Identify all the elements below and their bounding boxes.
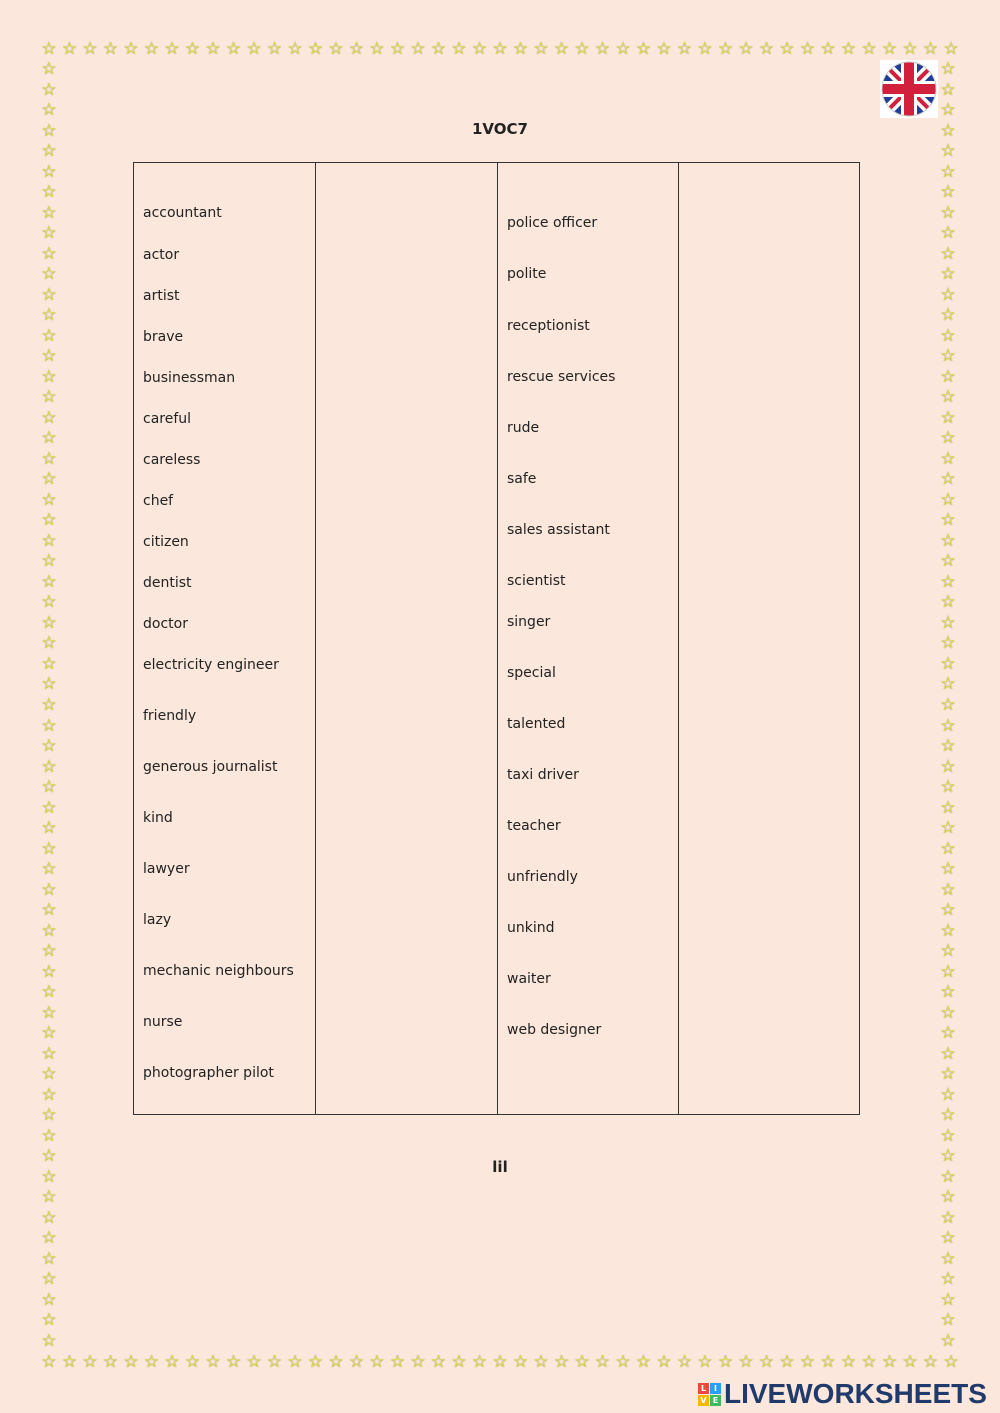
star-icon: ☆ [635,40,652,59]
star-icon: ☆ [738,40,754,59]
vocabulary-word: safe [507,471,537,487]
star-icon: ☆ [940,756,956,777]
star-icon: ☆ [41,777,57,798]
star-icon: ☆ [225,40,242,59]
star-icon: ☆ [410,40,426,59]
star-icon: ☆ [389,1353,406,1372]
footer-text: lil [492,1158,508,1176]
star-icon: ☆ [164,1353,180,1372]
vocabulary-word: doctor [143,616,188,632]
star-icon: ☆ [940,346,956,367]
star-icon: ☆ [41,1146,57,1167]
star-border-top [40,40,960,60]
star-icon: ☆ [940,1064,956,1085]
star-icon: ☆ [574,1353,590,1372]
star-icon: ☆ [940,920,956,941]
vocabulary-column-1 [134,163,315,1114]
star-icon: ☆ [738,1353,754,1372]
star-icon: ☆ [41,633,57,654]
star-icon: ☆ [41,1228,57,1249]
star-icon: ☆ [940,1166,956,1187]
star-icon: ☆ [41,60,57,79]
star-icon: ☆ [143,1353,160,1372]
star-icon: ☆ [779,40,795,59]
star-icon: ☆ [41,715,57,736]
star-icon: ☆ [940,202,956,223]
star-icon: ☆ [940,79,956,100]
star-icon: ☆ [820,1353,836,1372]
vocabulary-word: electricity engineer [143,657,279,673]
star-icon: ☆ [940,141,956,162]
star-icon: ☆ [940,1146,956,1167]
star-icon: ☆ [656,1353,672,1372]
star-icon: ☆ [940,1248,956,1269]
star-icon: ☆ [940,1084,956,1105]
star-icon: ☆ [940,60,956,79]
star-icon: ☆ [492,40,508,59]
vocabulary-word: lazy [143,912,172,928]
star-icon: ☆ [164,40,180,59]
star-icon: ☆ [940,407,956,428]
star-icon: ☆ [41,879,57,900]
star-icon: ☆ [41,1353,57,1372]
star-icon: ☆ [41,756,57,777]
star-icon: ☆ [41,1310,57,1331]
vocabulary-word: talented [507,716,566,732]
star-icon: ☆ [348,40,365,59]
star-icon: ☆ [41,900,57,921]
star-icon: ☆ [840,1353,857,1372]
star-icon: ☆ [840,40,857,59]
star-icon: ☆ [369,40,385,59]
star-icon: ☆ [41,1330,57,1350]
star-icon: ☆ [41,223,57,244]
star-icon: ☆ [656,40,672,59]
star-icon: ☆ [184,1353,201,1372]
answer-column-1 [315,163,497,1114]
star-icon: ☆ [82,1353,98,1372]
vocabulary-column-2 [497,163,678,1114]
star-icon: ☆ [940,777,956,798]
star-icon: ☆ [940,469,956,490]
vocabulary-word: rescue services [507,369,616,385]
star-icon: ☆ [246,1353,262,1372]
star-icon: ☆ [940,592,956,613]
star-icon: ☆ [940,900,956,921]
vocabulary-word: citizen [143,534,189,550]
star-icon: ☆ [512,40,529,59]
vocabulary-word: receptionist [507,318,590,334]
star-icon: ☆ [287,1353,303,1372]
star-icon: ☆ [940,448,956,469]
star-icon: ☆ [41,100,57,121]
star-icon: ☆ [41,592,57,613]
star-icon: ☆ [940,838,956,859]
star-icon: ☆ [41,387,57,408]
star-icon: ☆ [940,1207,956,1228]
star-icon: ☆ [940,243,956,264]
star-icon: ☆ [41,941,57,962]
star-icon: ☆ [553,40,570,59]
star-icon: ☆ [102,1353,119,1372]
star-icon: ☆ [881,1353,898,1372]
logo-mark-icon [698,1383,721,1406]
star-icon: ☆ [902,40,918,59]
vocabulary-word: actor [143,247,180,263]
star-icon: ☆ [940,1187,956,1208]
star-icon: ☆ [922,40,939,59]
star-icon: ☆ [266,40,283,59]
star-icon: ☆ [574,40,590,59]
star-icon: ☆ [758,1353,775,1372]
star-icon: ☆ [676,40,693,59]
vocabulary-word: mechanic neighbours [143,963,294,979]
star-icon: ☆ [861,40,877,59]
star-icon: ☆ [940,1269,956,1290]
star-icon: ☆ [41,305,57,326]
star-icon: ☆ [61,40,78,59]
star-icon: ☆ [287,40,303,59]
star-icon: ☆ [41,141,57,162]
star-icon: ☆ [940,428,956,449]
star-icon: ☆ [307,40,324,59]
vocabulary-table [133,162,860,1115]
star-icon: ☆ [205,40,221,59]
star-icon: ☆ [940,961,956,982]
star-icon: ☆ [41,243,57,264]
star-icon: ☆ [41,284,57,305]
star-icon: ☆ [940,387,956,408]
star-icon: ☆ [940,366,956,387]
star-icon: ☆ [41,859,57,880]
logo-mark-letter: I [710,1383,721,1394]
star-icon: ☆ [41,961,57,982]
answer-column-2 [678,163,859,1114]
vocabulary-word: photographer pilot [143,1065,274,1081]
star-icon: ☆ [940,1289,956,1310]
star-icon: ☆ [940,551,956,572]
star-icon: ☆ [41,1125,57,1146]
star-border-right [939,60,959,1350]
star-icon: ☆ [940,284,956,305]
star-icon: ☆ [471,40,488,59]
vocabulary-word: waiter [507,971,551,987]
vocabulary-word: singer [507,614,551,630]
star-icon: ☆ [82,40,98,59]
star-icon: ☆ [41,694,57,715]
star-icon: ☆ [41,1105,57,1126]
star-icon: ☆ [41,736,57,757]
star-icon: ☆ [389,40,406,59]
star-icon: ☆ [940,100,956,121]
star-icon: ☆ [41,797,57,818]
vocabulary-word: dentist [143,575,192,591]
star-icon: ☆ [41,982,57,1003]
star-icon: ☆ [697,40,713,59]
star-icon: ☆ [594,1353,611,1372]
star-icon: ☆ [799,40,816,59]
star-icon: ☆ [205,1353,221,1372]
star-icon: ☆ [123,1353,139,1372]
star-icon: ☆ [328,1353,344,1372]
vocabulary-word: careless [143,452,201,468]
vocabulary-word: taxi driver [507,767,579,783]
star-icon: ☆ [940,530,956,551]
star-icon: ☆ [41,448,57,469]
star-icon: ☆ [41,407,57,428]
star-icon: ☆ [41,1269,57,1290]
star-icon: ☆ [940,223,956,244]
star-icon: ☆ [940,1125,956,1146]
vocabulary-word: web designer [507,1022,602,1038]
vocabulary-word: brave [143,329,184,345]
star-icon: ☆ [102,40,119,59]
star-icon: ☆ [940,941,956,962]
vocabulary-word: businessman [143,370,236,386]
star-icon: ☆ [451,1353,467,1372]
logo-text: LIVEWORKSHEETS [724,1378,987,1409]
star-icon: ☆ [615,1353,631,1372]
star-icon: ☆ [41,1248,57,1269]
star-icon: ☆ [41,346,57,367]
star-icon: ☆ [41,325,57,346]
star-icon: ☆ [246,40,262,59]
vocabulary-word: sales assistant [507,522,610,538]
star-icon: ☆ [902,1353,918,1372]
star-icon: ☆ [41,551,57,572]
star-icon: ☆ [41,571,57,592]
star-icon: ☆ [430,1353,447,1372]
star-icon: ☆ [410,1353,426,1372]
vocabulary-word: nurse [143,1014,183,1030]
star-icon: ☆ [940,879,956,900]
star-icon: ☆ [594,40,611,59]
star-icon: ☆ [41,489,57,510]
star-icon: ☆ [41,1166,57,1187]
star-icon: ☆ [143,40,160,59]
star-icon: ☆ [676,1353,693,1372]
vocabulary-word: accountant [143,205,222,221]
uk-flag-icon [880,60,938,118]
star-icon: ☆ [820,40,836,59]
star-icon: ☆ [940,859,956,880]
star-icon: ☆ [940,674,956,695]
vocabulary-word: scientist [507,573,566,589]
star-icon: ☆ [41,818,57,839]
star-icon: ☆ [41,428,57,449]
star-icon: ☆ [369,1353,385,1372]
star-border-bottom [40,1353,960,1373]
star-icon: ☆ [41,1002,57,1023]
star-icon: ☆ [41,182,57,203]
star-icon: ☆ [717,40,734,59]
star-icon: ☆ [41,469,57,490]
star-icon: ☆ [922,1353,939,1372]
star-icon: ☆ [940,1228,956,1249]
logo-mark-letter: V [698,1395,709,1406]
vocabulary-word: friendly [143,708,197,724]
vocabulary-word: police officer [507,215,598,231]
star-icon: ☆ [940,1105,956,1126]
star-icon: ☆ [940,182,956,203]
star-icon: ☆ [943,1353,959,1372]
star-icon: ☆ [41,202,57,223]
star-icon: ☆ [940,489,956,510]
star-icon: ☆ [940,818,956,839]
star-icon: ☆ [940,264,956,285]
star-icon: ☆ [41,1187,57,1208]
star-icon: ☆ [266,1353,283,1372]
star-border-left [40,60,60,1350]
star-icon: ☆ [940,325,956,346]
star-icon: ☆ [184,40,201,59]
logo-mark-letter: E [710,1395,721,1406]
vocabulary-word: teacher [507,818,561,834]
star-icon: ☆ [123,40,139,59]
star-icon: ☆ [940,1330,956,1350]
vocabulary-word: lawyer [143,861,190,877]
star-icon: ☆ [940,161,956,182]
star-icon: ☆ [512,1353,529,1372]
page-title: 1VOC7 [472,120,528,138]
vocabulary-word: generous journalist [143,759,278,775]
star-icon: ☆ [533,1353,549,1372]
star-icon: ☆ [940,1310,956,1331]
star-icon: ☆ [41,612,57,633]
star-icon: ☆ [940,1023,956,1044]
star-icon: ☆ [635,1353,652,1372]
star-icon: ☆ [861,1353,877,1372]
star-icon: ☆ [940,510,956,531]
star-icon: ☆ [779,1353,795,1372]
star-icon: ☆ [430,40,447,59]
star-icon: ☆ [943,40,959,59]
star-icon: ☆ [717,1353,734,1372]
star-icon: ☆ [348,1353,365,1372]
liveworksheets-logo [698,1378,987,1410]
star-icon: ☆ [940,736,956,757]
star-icon: ☆ [41,1043,57,1064]
vocabulary-word: artist [143,288,180,304]
star-icon: ☆ [758,40,775,59]
star-icon: ☆ [41,1084,57,1105]
star-icon: ☆ [940,982,956,1003]
star-icon: ☆ [940,612,956,633]
star-icon: ☆ [940,305,956,326]
star-icon: ☆ [492,1353,508,1372]
star-icon: ☆ [41,1064,57,1085]
vocabulary-word: kind [143,810,173,826]
star-icon: ☆ [61,1353,78,1372]
star-icon: ☆ [940,571,956,592]
vocabulary-word: polite [507,266,547,282]
star-icon: ☆ [940,1043,956,1064]
star-icon: ☆ [225,1353,242,1372]
star-icon: ☆ [41,79,57,100]
star-icon: ☆ [41,161,57,182]
logo-mark-letter: L [698,1383,709,1394]
star-icon: ☆ [940,633,956,654]
star-icon: ☆ [41,674,57,695]
star-icon: ☆ [940,653,956,674]
star-icon: ☆ [41,1289,57,1310]
star-icon: ☆ [41,366,57,387]
star-icon: ☆ [940,694,956,715]
star-icon: ☆ [307,1353,324,1372]
star-icon: ☆ [881,40,898,59]
star-icon: ☆ [799,1353,816,1372]
vocabulary-word: unfriendly [507,869,578,885]
star-icon: ☆ [451,40,467,59]
star-icon: ☆ [41,530,57,551]
star-icon: ☆ [41,264,57,285]
vocabulary-word: careful [143,411,192,427]
star-icon: ☆ [940,797,956,818]
star-icon: ☆ [553,1353,570,1372]
star-icon: ☆ [328,40,344,59]
star-icon: ☆ [615,40,631,59]
star-icon: ☆ [471,1353,488,1372]
star-icon: ☆ [41,1207,57,1228]
star-icon: ☆ [940,715,956,736]
star-icon: ☆ [41,1023,57,1044]
star-icon: ☆ [41,120,57,141]
star-icon: ☆ [533,40,549,59]
vocabulary-word: special [507,665,556,681]
star-icon: ☆ [697,1353,713,1372]
star-icon: ☆ [940,120,956,141]
star-icon: ☆ [41,40,57,59]
star-icon: ☆ [41,838,57,859]
star-icon: ☆ [41,510,57,531]
star-icon: ☆ [41,920,57,941]
star-icon: ☆ [41,653,57,674]
vocabulary-word: chef [143,493,174,509]
vocabulary-word: rude [507,420,540,436]
vocabulary-word: unkind [507,920,555,936]
star-icon: ☆ [940,1002,956,1023]
